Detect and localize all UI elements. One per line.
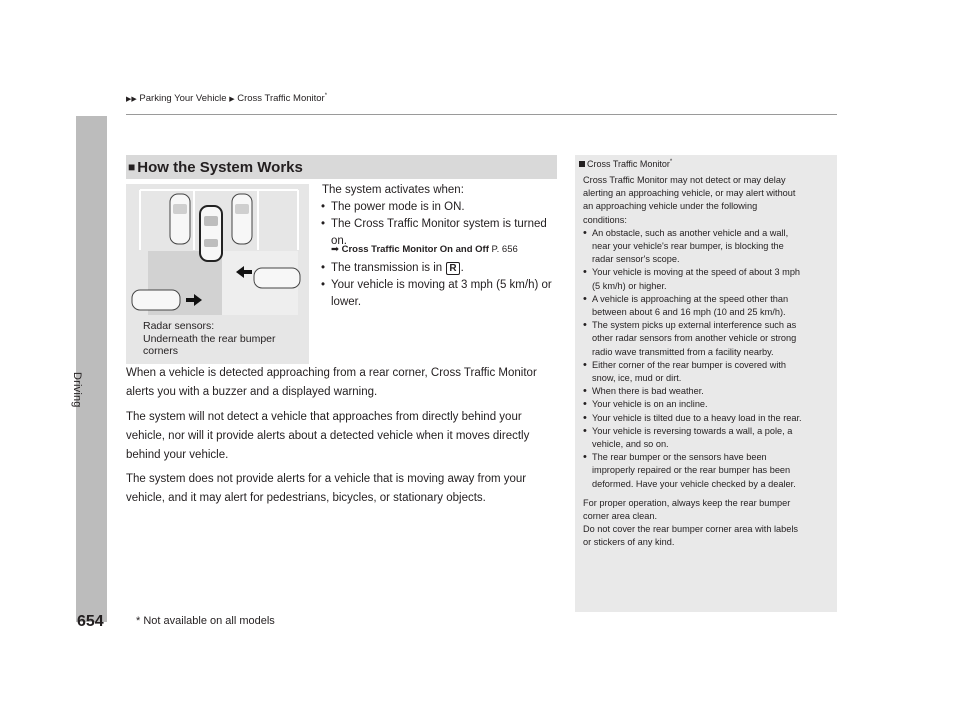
note-bullet	[583, 425, 833, 451]
breadcrumb-link-parking[interactable]: Parking Your Vehicle	[139, 93, 227, 105]
activation-bullet	[321, 199, 465, 216]
xref-arrow-icon: ➡	[331, 244, 339, 255]
note-bullet	[583, 412, 833, 425]
note-bullet-line: • The system picks up external interference such as	[592, 320, 797, 331]
note-bullet	[583, 359, 833, 385]
caption-line: corners	[143, 345, 179, 357]
section-header	[126, 155, 557, 179]
note-outro-line: corner area clean.	[583, 511, 658, 522]
section-title: How the System Works	[137, 158, 303, 176]
note-bullet-line: improperly repaired or the rear bumper has been	[592, 465, 791, 476]
bullet-text: The Cross Traffic Monitor system is turned	[331, 218, 547, 230]
bullet-icon: •	[321, 201, 326, 213]
bullet-icon: •	[321, 279, 326, 291]
xref-title: Cross Traffic Monitor On and Off	[341, 244, 489, 255]
note-bullet-line: • Your vehicle is reversing towards a wall, a pole, a	[592, 425, 793, 436]
note-bullet-line: radar sensor's scope.	[592, 254, 680, 265]
note-intro-line: alerting an approaching vehicle, or may alert without	[583, 188, 796, 199]
note-bullet-line: • The rear bumper or the sensors have been	[592, 452, 767, 463]
note-intro-line: conditions:	[583, 214, 627, 225]
own-vehicle-icon	[200, 206, 222, 261]
chapter-side-tab	[76, 116, 107, 622]
figure-caption	[143, 320, 276, 358]
note-outro-line: Do not cover the rear bumper corner area with labels	[583, 524, 798, 535]
paragraph-alert	[126, 364, 537, 402]
bullet-text: on.	[331, 235, 347, 247]
note-bullet-line: vehicle, and so on.	[592, 439, 669, 450]
note-bullet-line: snow, ice, mud or dirt.	[592, 373, 682, 384]
note-bullet-line: radio wave transmitted from a facility nearby.	[592, 346, 774, 357]
text-line: behind your vehicle.	[126, 449, 229, 461]
note-bullet	[583, 293, 833, 319]
breadcrumb-arrow-icon: ▶▶	[126, 96, 137, 104]
bullet-icon: •	[321, 262, 326, 274]
note-bullet	[583, 398, 833, 411]
parked-car-left-icon	[170, 194, 190, 244]
bullet-text: lower.	[331, 296, 362, 308]
chapter-tab-label: Driving	[71, 372, 83, 408]
caption-line: Radar sensors:	[143, 320, 215, 332]
bullet-text: The transmission is in	[331, 262, 443, 274]
note-bullet-line: (5 km/h) or higher.	[592, 280, 667, 291]
breadcrumb-asterisk: *	[324, 93, 328, 99]
note-bullet-line: • A vehicle is approaching at the speed other than	[592, 293, 789, 304]
text-line: The system will not detect a vehicle that approaches from directly behind your	[126, 411, 522, 423]
xref-page: P. 656	[491, 244, 518, 255]
note-bullet-line: near your vehicle's rear bumper, is blocking the	[592, 241, 784, 252]
section-marker-icon: ■	[128, 160, 136, 174]
note-intro-line: Cross Traffic Monitor may not detect or may delay	[583, 175, 786, 185]
text-line: The system does not provide alerts for a vehicle that is moving away from your	[126, 473, 527, 485]
bullet-text: .	[460, 262, 464, 274]
activation-bullet	[321, 260, 464, 277]
note-bullet-line: deformed. Have your vehicle checked by a dealer.	[592, 478, 796, 489]
breadcrumb	[126, 93, 327, 104]
bullet-text: The power mode is in ON.	[331, 201, 465, 213]
note-outro-line: or stickers of any kind.	[583, 537, 675, 548]
note-bullet-line: between about 6 and 16 mph (10 and 25 km/h).	[592, 307, 786, 318]
text-line: When a vehicle is detected approaching from a rear corner, Cross Traffic Monitor	[126, 367, 537, 379]
note-bullet	[583, 385, 833, 398]
note-marker-icon	[579, 161, 585, 167]
note-bullet	[583, 451, 833, 491]
note-title-text: Cross Traffic Monitor	[587, 159, 670, 169]
note-bullet-line: • An obstacle, such as another vehicle and a wall,	[592, 227, 789, 238]
paragraph-moving-away	[126, 470, 526, 508]
note-outro-line: For proper operation, always keep the rear bumper	[583, 497, 791, 508]
note-bullet	[583, 319, 833, 359]
note-bullet-line: • Your vehicle is tilted due to a heavy load in the rear.	[592, 412, 802, 423]
parked-car-right-icon	[232, 194, 252, 244]
paragraph-limitation	[126, 408, 529, 465]
note-bullet-line: • When there is bad weather.	[592, 386, 704, 397]
note-bullet	[583, 266, 833, 292]
note-bullet-line: • Either corner of the rear bumper is covered with	[592, 359, 787, 370]
note-body	[583, 174, 833, 550]
breadcrumb-arrow-icon: ▶	[229, 96, 235, 104]
note-bullet-line: • Your vehicle is moving at the speed of about 3 mph	[592, 267, 801, 278]
bullet-icon: •	[321, 218, 326, 230]
activation-intro: The system activates when:	[322, 184, 464, 196]
note-intro-line: an approaching vehicle under the following	[583, 201, 758, 212]
activation-bullet	[321, 277, 552, 311]
text-line: vehicle, and it may alert for pedestrians, bicycles, or stationary objects.	[126, 492, 486, 504]
note-bullet-line: • Your vehicle is on an incline.	[592, 399, 708, 410]
note-asterisk: *	[669, 159, 673, 165]
caption-line: Underneath the rear bumper	[143, 332, 276, 345]
cross-reference-link[interactable]	[331, 244, 518, 255]
footnote: * Not available on all models	[136, 615, 275, 627]
note-bullet	[583, 227, 833, 267]
breadcrumb-link-cross-traffic-monitor[interactable]: Cross Traffic Monitor	[237, 93, 325, 105]
header-rule	[126, 114, 837, 115]
note-title	[579, 159, 672, 169]
text-line: vehicle, nor will it provide alerts about a detected vehicle when it moves directly	[126, 430, 530, 442]
page-number: 654	[77, 613, 104, 630]
reverse-gear-key: R	[446, 262, 459, 275]
text-line: alerts you with a buzzer and a displayed warning.	[126, 386, 378, 398]
bullet-text: Your vehicle is moving at 3 mph (5 km/h) or	[331, 279, 552, 291]
note-bullet-line: other radar sensors from another vehicle or strong	[592, 333, 797, 344]
